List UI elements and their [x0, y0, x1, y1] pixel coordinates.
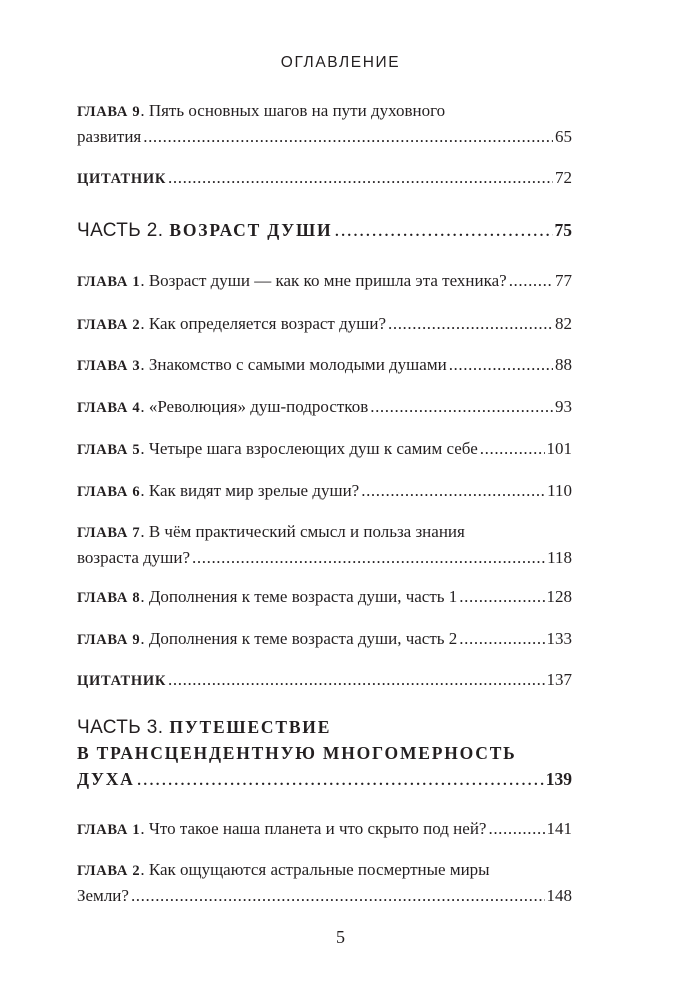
page-number: 128 — [546, 587, 572, 606]
toc-entry — [77, 311, 572, 337]
part-title: ВОЗРАСТ ДУШИ — [169, 220, 333, 240]
chapter-title: . Пять основных шагов на пути духовного — [140, 101, 446, 120]
dot-leader — [361, 478, 545, 504]
dot-leader — [143, 124, 553, 150]
chapter-title-continued: развития — [77, 127, 142, 146]
chapter-title: . Дополнения к теме возраста души, часть 1 — [140, 587, 458, 606]
part-prefix: ЧАСТЬ 2. — [77, 220, 164, 241]
dot-leader — [137, 766, 544, 792]
dot-leader — [459, 626, 544, 652]
page-number: 72 — [555, 168, 572, 187]
dot-leader — [168, 667, 544, 693]
dot-leader — [131, 883, 545, 909]
dot-leader — [388, 311, 553, 337]
chapter-title: . Четыре шага взрослеющих душ к самим себе — [140, 439, 478, 458]
chapter-title: . Как видят мир зрелые души? — [140, 481, 360, 500]
toc-entry — [77, 268, 572, 294]
chapter-label: ГЛАВА 1 — [77, 274, 141, 290]
part-title-continued: ДУХА — [77, 769, 135, 789]
page-number: 65 — [555, 127, 572, 146]
dot-leader — [509, 268, 553, 294]
toc-entry — [77, 667, 572, 693]
chapter-title: . Как определяется возраст души? — [140, 314, 386, 333]
toc-entry — [77, 98, 572, 150]
chapter-title: . Знакомство с самыми молодыми душами — [140, 355, 447, 374]
toc-entry — [77, 857, 572, 909]
toc-entry — [77, 165, 572, 191]
chapter-label: ГЛАВА 9 — [77, 632, 141, 648]
chapter-title: . Как ощущаются астральные посмертные миры — [140, 860, 490, 879]
chapter-label: ГЛАВА 8 — [77, 590, 141, 606]
chapter-title: . В чём практический смысл и польза знания — [140, 522, 465, 541]
page-number: 118 — [547, 548, 572, 567]
page-number: 133 — [546, 629, 572, 648]
chapter-label: ГЛАВА 5 — [77, 442, 141, 458]
toc-entry — [77, 478, 572, 504]
part-title-continued: В ТРАНСЦЕНДЕНТНУЮ МНОГОМЕРНОСТЬ — [77, 743, 517, 763]
dot-leader — [168, 165, 553, 191]
dot-leader — [192, 545, 545, 571]
toc-entry — [77, 436, 572, 462]
chapter-label: ЦИТАТНИК — [77, 673, 167, 689]
chapter-title: . Дополнения к теме возраста души, часть 2 — [140, 629, 458, 648]
page-number: 101 — [546, 439, 572, 458]
page-number: 82 — [555, 314, 572, 333]
page-number: 88 — [555, 355, 572, 374]
page-number: 141 — [546, 819, 572, 838]
dot-leader — [449, 352, 553, 378]
toc-header: ОГЛАВЛЕНИЕ — [280, 54, 401, 71]
chapter-label: ГЛАВА 3 — [77, 358, 141, 374]
toc-entry — [77, 626, 572, 652]
dot-leader — [334, 217, 552, 243]
chapter-title: . Возраст души — как ко мне пришла эта техника? — [140, 271, 507, 290]
chapter-label: ЦИТАТНИК — [77, 171, 167, 187]
page-number: 93 — [555, 397, 572, 416]
chapter-title: . «Революция» душ-подростков — [140, 397, 369, 416]
chapter-label: ГЛАВА 9 — [77, 104, 141, 120]
dot-leader — [459, 584, 544, 610]
toc-entry — [77, 816, 572, 842]
dot-leader — [488, 816, 544, 842]
chapter-title-continued: возраста души? — [77, 548, 191, 567]
part-prefix: ЧАСТЬ 3. — [77, 717, 164, 738]
page-number: 77 — [555, 271, 572, 290]
chapter-label: ГЛАВА 4 — [77, 400, 141, 416]
part-title: ПУТЕШЕСТВИЕ — [169, 717, 332, 737]
chapter-label: ГЛАВА 2 — [77, 863, 141, 879]
chapter-label: ГЛАВА 6 — [77, 484, 141, 500]
part-heading — [77, 217, 572, 243]
chapter-label: ГЛАВА 1 — [77, 822, 141, 838]
page-number: 137 — [546, 670, 572, 689]
toc-entry — [77, 394, 572, 420]
chapter-title: . Что такое наша планета и что скрыто под ней? — [140, 819, 487, 838]
page-number: 139 — [545, 769, 572, 789]
toc-entry — [77, 519, 572, 571]
dot-leader — [480, 436, 545, 462]
page-number: 75 — [554, 220, 572, 240]
page-number: 110 — [547, 481, 572, 500]
chapter-label: ГЛАВА 7 — [77, 525, 141, 541]
toc-entry — [77, 352, 572, 378]
folio-page-number: 5 — [336, 927, 345, 947]
toc-entry — [77, 584, 572, 610]
page-number: 148 — [546, 886, 572, 905]
dot-leader — [370, 394, 553, 420]
part-heading — [77, 714, 572, 792]
chapter-title-continued: Земли? — [77, 886, 129, 905]
chapter-label: ГЛАВА 2 — [77, 317, 141, 333]
